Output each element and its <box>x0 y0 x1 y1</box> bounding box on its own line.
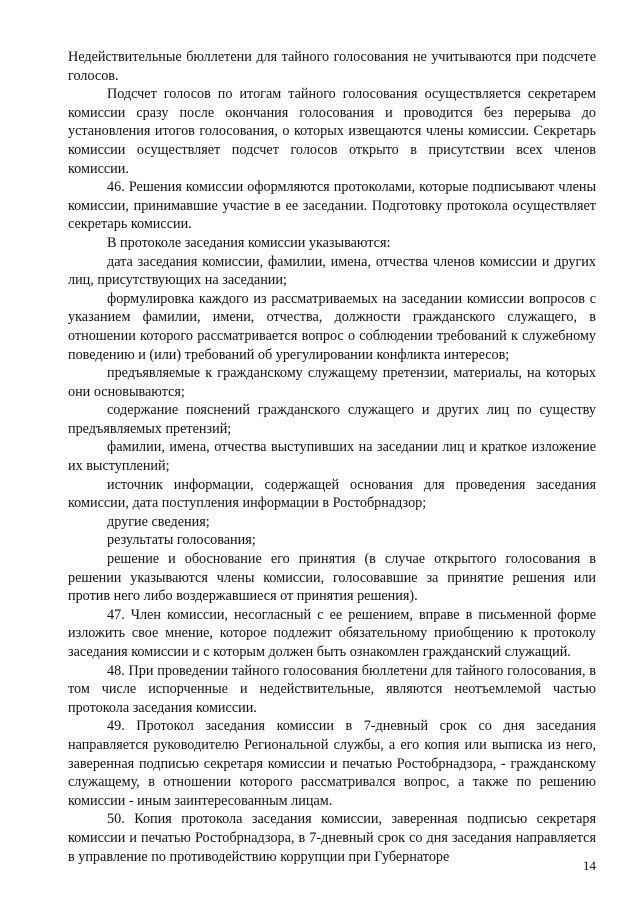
paragraph: 50. Копия протокола заседания комиссии, заверенная подписью секретаря комиссии и печатью Ростобрнадзора, в 7-дневный срок со дня заседания направляется в управление по противодействию коррупции при Губернаторе <box>68 811 596 865</box>
paragraph: В протоколе заседания комиссии указываются: <box>107 234 391 251</box>
paragraph: другие сведения; <box>107 513 210 530</box>
paragraph: содержание пояснений гражданского служащего и других лиц по существу предъявляемых претензий; <box>68 402 596 437</box>
page-number: 14 <box>583 858 596 873</box>
paragraph: формулировка каждого из рассматриваемых на заседании комиссии вопросов с указанием фамилии, имени, отчества, должности гражданского служащего, в отношении которого рассматривается вопрос о соблюдении требований к служебному поведению и (или) требований об урегулировании конфликта интересов; <box>68 290 596 363</box>
paragraph: результаты голосования; <box>107 532 256 549</box>
paragraph: 48. При проведении тайного голосования бюллетени для тайного голосования, в том числе испорченные и недействительные, являются неотъемлемой частью протокола заседания комиссии. <box>68 662 596 716</box>
paragraph: предъявляемые к гражданскому служащему претензии, материалы, на которых они основываются; <box>68 365 596 400</box>
paragraph: фамилии, имена, отчества выступивших на заседании лиц и краткое изложение их выступлений; <box>68 439 596 475</box>
document-body <box>68 48 596 866</box>
paragraph: источник информации, содержащей основания для проведения заседания комиссии, дата поступления информации в Ростобрнадзор; <box>68 476 596 512</box>
paragraph: 46. Решения комиссии оформляются протоколами, которые подписывают члены комиссии, принимавшие участие в ее заседании. Подготовку протокола осуществляет секретарь комиссии. <box>68 179 596 233</box>
paragraph: Подсчет голосов по итогам тайного голосования осуществляется секретарем комиссии сразу после окончания голосования и проводится без перерыва до установления итогов голосования, о которых извещаются члены комиссии. Секретарь комиссии осуществляет подсчет голосов открыто в присутствии всех членов комиссии. <box>68 86 596 177</box>
paragraph: дата заседания комиссии, фамилии, имена, отчества членов комиссии и других лиц, присутствующих на заседании; <box>68 253 596 289</box>
paragraph: 47. Член комиссии, несогласный с ее решением, вправе в письменной форме изложить свое мнение, которое подлежит обязательному приобщению к протоколу заседания комиссии и с которым должен быть ознакомлен гражданский служащий. <box>68 606 596 660</box>
paragraph: 49. Протокол заседания комиссии в 7-дневный срок со дня заседания направляется руководителю Региональной службы, а его копия или выписка из него, заверенная подписью секретаря комиссии и печатью Ростобрнадзора, - гражданскому служащему, в отношении которого рассматривался вопрос, а также по решению комиссии - иным заинтересованным лицам. <box>68 718 596 809</box>
paragraph: Недействительные бюллетени для тайного голосования не учитываются при подсчете голосов. <box>68 49 596 84</box>
paragraph: решение и обоснование его принятия (в случае открытого голосования в решении указываются члены комиссии, голосовавшие за принятие решения или против него либо воздержавшиеся от принятия решения). <box>68 551 596 605</box>
